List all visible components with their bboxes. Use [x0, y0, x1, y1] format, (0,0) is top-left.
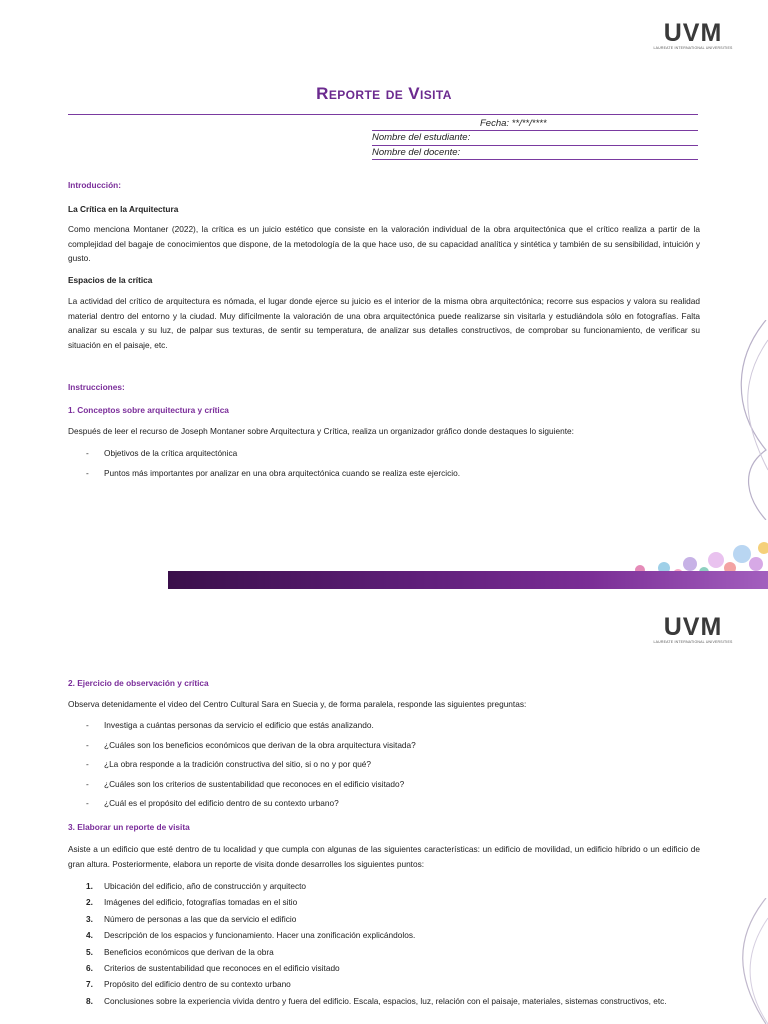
- section-subheading: Espacios de la crítica: [68, 275, 153, 285]
- section-1-text: Después de leer el recurso de Joseph Montaner sobre Arquitectura y Crítica, realiza un organizador gráfico donde destaques lo siguiente:: [68, 426, 574, 436]
- uvm-logo: [648, 614, 738, 645]
- page-2: [0, 598, 768, 1024]
- list-item: - Objetivos de la crítica arquitectónica: [68, 446, 700, 461]
- teacher-name-field: Nombre del docente:: [372, 147, 461, 158]
- list-item: 7. Propósito del edificio dentro de su contexto urbano: [86, 979, 291, 990]
- list-item: - ¿Cuáles son los beneficios económicos que derivan de la obra arquitectura visitada?: [68, 738, 700, 753]
- list-item: 4. Descripción de los espacios y funcionamiento. Hacer una zonificación explicándolos.: [86, 930, 416, 941]
- list-item: 2. Imágenes del edificio, fotografías tomadas en el sitio: [86, 897, 298, 908]
- ribbon-decoration: [728, 320, 768, 520]
- section-3-title: 3. Elaborar un reporte de visita: [68, 822, 190, 832]
- intro-paragraph: La actividad del crítico de arquitectura es nómada, el lugar donde ejerce su juicio es el interior de la misma obra arquitectónica; recorre sus espacios y valora su realidad material dentro del entorno y la ciudad. Muy difícilmente la valoración de una obra arquitectónica puede realizarse sin visitarla y estudiándola sólo en fotografías. Falta analizar su escala y su luz, de palpar sus texturas, de sentir su temperatura, de analizar sus detalles constructivos, de comprobar su funcionamiento, de verificar su situación en el paisaje, etc.: [68, 296, 700, 350]
- section-2-text: Observa detenidamente el video del Centro Cultural Sara en Suecia y, de forma paralela, responde las siguientes preguntas:: [68, 699, 527, 709]
- student-name-field: Nombre del estudiante:: [372, 132, 471, 143]
- field-line: [372, 130, 698, 131]
- list-item: 8. Conclusiones sobre la experiencia vivida dentro y fuera del edificio. Escala, espacios, luz, relación con el paisaje, materiales, sistemas constructivos, etc.: [86, 995, 667, 1006]
- title-divider: [68, 114, 698, 115]
- document-title: Reporte de Visita: [316, 84, 452, 103]
- list-item: - ¿Cuál es el propósito del edificio dentro de su contexto urbano?: [68, 796, 700, 811]
- field-line: [372, 159, 698, 160]
- logo-wordmark: UVM: [663, 19, 723, 47]
- list-item: - ¿La obra responde a la tradición constructiva del sitio, si o no y por qué?: [68, 757, 700, 772]
- date-field: Fecha: **/**/****: [480, 118, 547, 129]
- section-1-title: 1. Conceptos sobre arquitectura y crítica: [68, 405, 229, 415]
- section-2-list: [68, 718, 700, 816]
- logo-tagline: LAUREATE INTERNATIONAL UNIVERSITIES: [653, 640, 733, 644]
- ribbon-decoration: [728, 898, 768, 1024]
- footer-band: [168, 571, 768, 589]
- list-item: - Investiga a cuántas personas da servicio el edificio que estás analizando.: [68, 718, 700, 733]
- intro-paragraph: Como menciona Montaner (2022), la crítica es un juicio estético que consiste en la valoración individual de la obra arquitectónica que el crítico realiza a partir de la complejidad del bagaje de conocimientos que dispone, de la metodología de la que hace uso, de su capacidad analítica y sintética y también de su sensibilidad, intuición y gusto.: [68, 224, 700, 264]
- list-item: - Puntos más importantes por analizar en una obra arquitectónica cuando se realiza este ejercicio.: [68, 466, 700, 481]
- intro-subheading: La Crítica en la Arquitectura: [68, 204, 179, 214]
- field-line: [372, 145, 698, 146]
- list-item: - ¿Cuáles son los criterios de sustentabilidad que reconoces en el edificio visitado?: [68, 777, 700, 792]
- intro-heading: Introducción:: [68, 180, 122, 190]
- list-item: 1. Ubicación del edificio, año de construcción y arquitecto: [86, 881, 307, 891]
- section-2-title: 2. Ejercicio de observación y crítica: [68, 678, 209, 688]
- list-item: 5. Beneficios económicos que derivan de la obra: [86, 946, 274, 957]
- instructions-heading: Instrucciones:: [68, 382, 125, 392]
- section-1-list: [68, 446, 700, 485]
- list-item: 3. Número de personas a las que da servicio el edificio: [86, 913, 297, 924]
- logo-wordmark: UVM: [663, 613, 723, 641]
- uvm-logo: [648, 20, 738, 51]
- section-3-text: Asiste a un edificio que esté dentro de tu localidad y que cumpla con algunas de las siguientes características: un edificio de movilidad, un edificio híbrido o un edificio de gran altura. Posteriormente, elabora un reporte de visita donde desarrolles los siguientes puntos:: [68, 844, 700, 869]
- section-3-list: [68, 878, 700, 1009]
- logo-tagline: LAUREATE INTERNATIONAL UNIVERSITIES: [653, 46, 733, 50]
- list-item: 6. Criterios de sustentabilidad que reconoces en el edificio visitado: [86, 963, 340, 974]
